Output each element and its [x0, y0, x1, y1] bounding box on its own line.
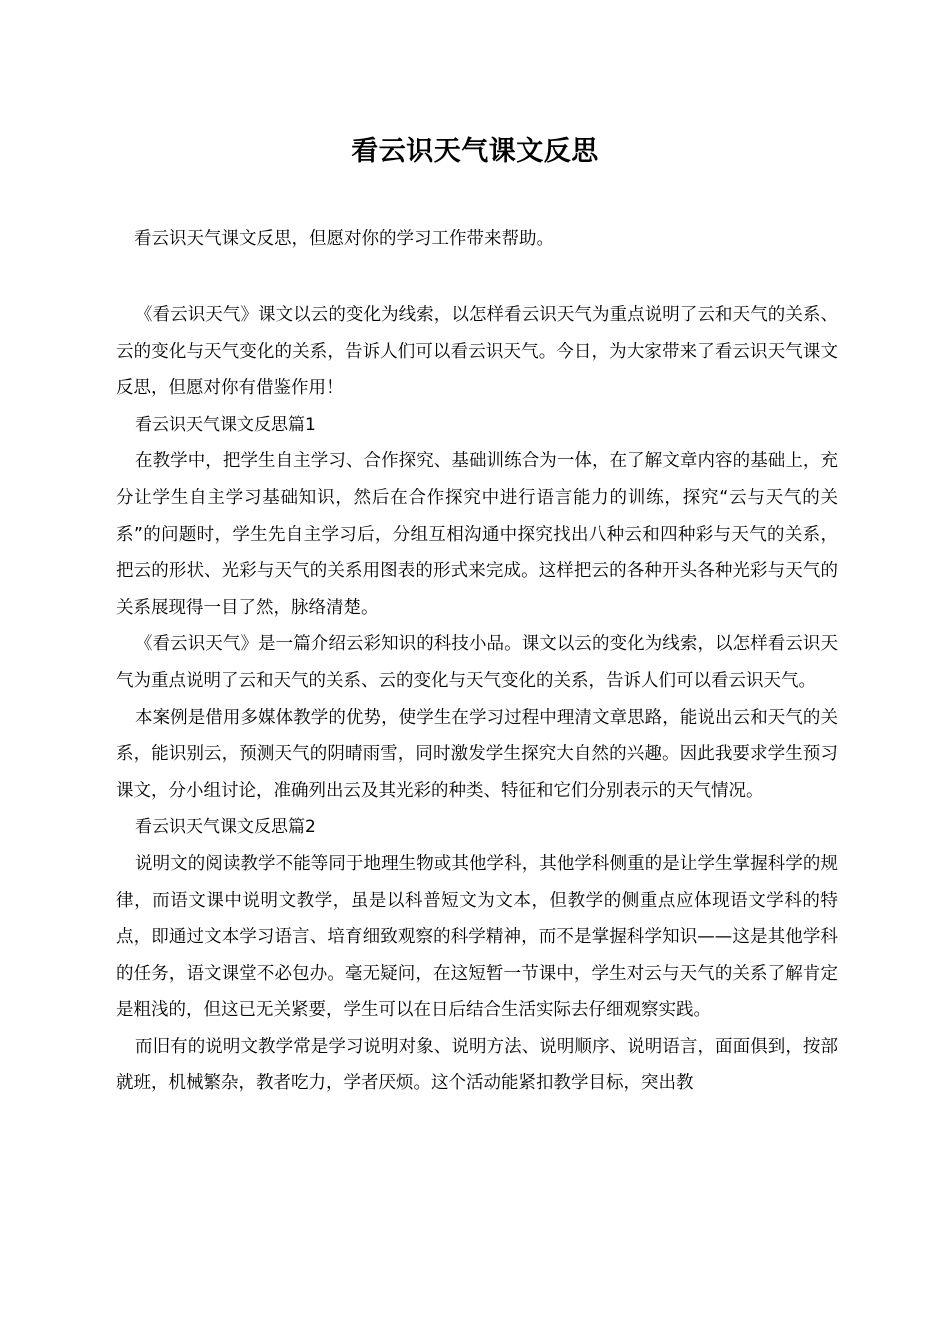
- document-title: 看云识天气课文反思: [351, 136, 599, 167]
- intro-paragraph: 看云识天气课文反思，但愿对你的学习工作带来帮助。: [134, 229, 554, 249]
- paragraph-overview: 《看云识天气》课文以云的变化为线索，以怎样看云识天气为重点说明了云和天气的关系、云的变化与天气变化的关系，告诉人们可以看云识天气。今日，为大家带来了看云识天气课文反思，但愿对你有借鉴作用！: [116, 305, 838, 399]
- document-body: [116, 297, 838, 1102]
- paragraph-teaching-method: 在教学中，把学生自主学习、合作探究、基础训练合为一体，在了解文章内容的基础上，充分让学生自主学习基础知识，然后在合作探究中进行语言能力的训练，探究“云与天气的关系”的问题时，学生先自主学习后，分组互相沟通中探究找出八种云和四种彩与天气的关系，把云的形状、光彩与天气的关系用图表的形式来完成。这样把云的各种开头各种光彩与天气的关系展现得一目了然，脉络清楚。: [116, 451, 838, 618]
- paragraph-text-intro: 《看云识天气》是一篇介绍云彩知识的科技小品。课文以云的变化为线索，以怎样看云识天气为重点说明了云和天气的关系、云的变化与天气变化的关系，告诉人们可以看云识天气。: [116, 634, 838, 691]
- paragraph-expository-reading: 说明文的阅读教学不能等同于地理生物或其他学科，其他学科侧重的是让学生掌握科学的规律，而语文课中说明文教学，虽是以科普短文为文本，但教学的侧重点应体现语文学科的特点，即通过文本学习语言、培育细致观察的科学精神，而不是掌握科学知识——这是其他学科的任务，语文课堂不必包办。毫无疑问，在这短暂一节课中，学生对云与天气的关系了解肯定是粗浅的，但这已无关紧要，学生可以在日后结合生活实际去仔细观察实践。: [116, 853, 838, 1021]
- section-heading-2: 看云识天气课文反思篇2: [135, 817, 316, 838]
- paragraph-traditional-teaching: 而旧有的说明文教学常是学习说明对象、说明方法、说明顺序、说明语言，面面俱到，按部就班，机械繁杂，教者吃力，学者厌烦。这个活动能紧扣教学目标，突出教: [116, 1036, 838, 1094]
- section-heading-1: 看云识天气课文反思篇1: [135, 414, 316, 435]
- paragraph-case-study: 本案例是借用多媒体教学的优势，使学生在学习过程中理清文章思路，能说出云和天气的关系，能识别云，预测天气的阴晴雨雪，同时激发学生探究大自然的兴趣。因此我要求学生预习课文，分小组讨论，准确列出云及其光彩的种类、特征和它们分别表示的天气情况。: [116, 707, 838, 801]
